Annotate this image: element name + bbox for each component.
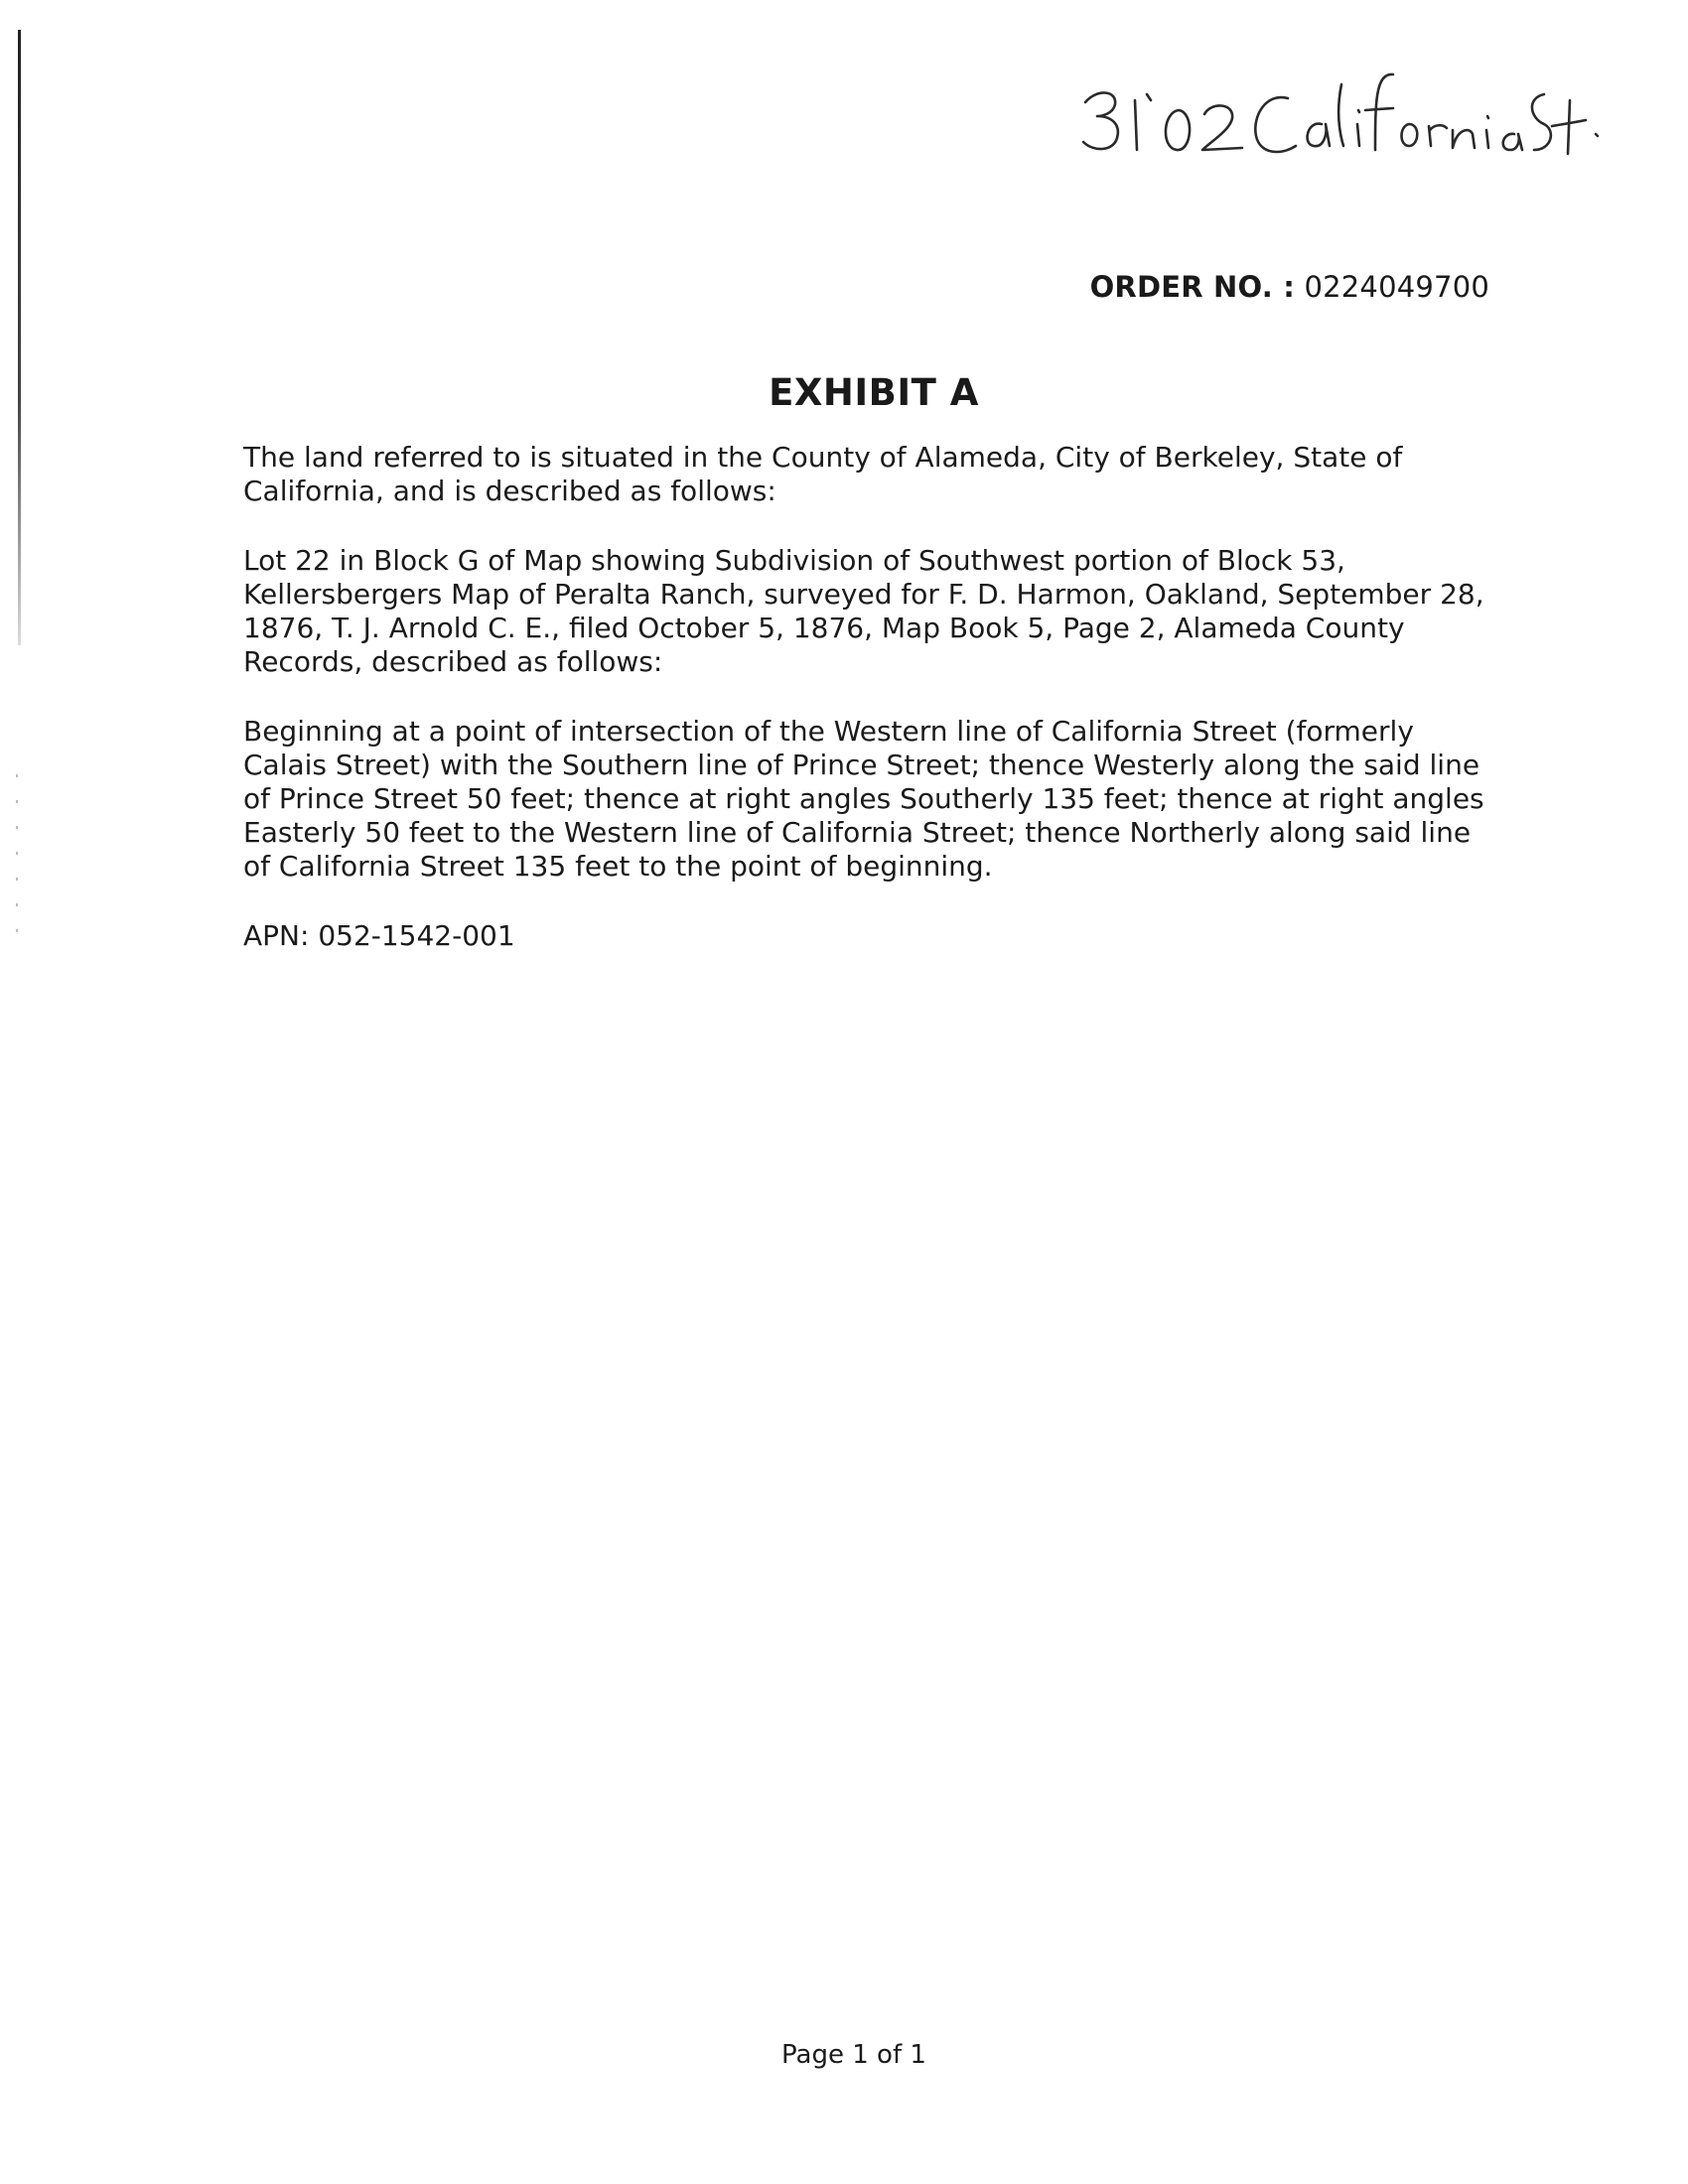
boundary-description-paragraph: Beginning at a point of intersection of the Western line of California Street (formerly Calais Street) with the Southern line of Prince Street; thence Westerly along the said line of Prince Street 50 feet; thence at right angles Southerly 135 feet; thence at right angles Easterly 50 feet to the Western line of California Street; thence Northerly along said line of California Street 135 feet to the point of beginning. xyxy=(243,715,1484,883)
handwriting-signature-graphic xyxy=(1077,55,1604,164)
order-number-line xyxy=(1090,270,1489,304)
page-number-footer: Page 1 of 1 xyxy=(781,2040,926,2070)
document-title: EXHIBIT A xyxy=(769,371,979,414)
apn-line: APN: 052-1542-001 xyxy=(243,919,515,952)
order-number-label: ORDER NO. : xyxy=(1089,270,1296,304)
document-body xyxy=(243,441,1499,989)
lot-description-paragraph: Lot 22 in Block G of Map showing Subdivision of Southwest portion of Block 53, Kellersbergers Map of Peralta Ranch, surveyed for F. D. Harmon, Oakland, September 28, 1876, T. J. Arnold C. E., filed October 5, 1876, Map Book 5, Page 2, Alameda County Records, described as follows: xyxy=(243,544,1484,678)
scan-speck-marks xyxy=(16,774,18,933)
scan-edge-mark xyxy=(18,30,21,645)
intro-paragraph: The land referred to is situated in the County of Alameda, City of Berkeley, State of California, and is described as follows: xyxy=(243,441,1403,507)
order-number-value: 0224049700 xyxy=(1304,270,1489,304)
handwritten-address-annotation xyxy=(1077,55,1604,164)
